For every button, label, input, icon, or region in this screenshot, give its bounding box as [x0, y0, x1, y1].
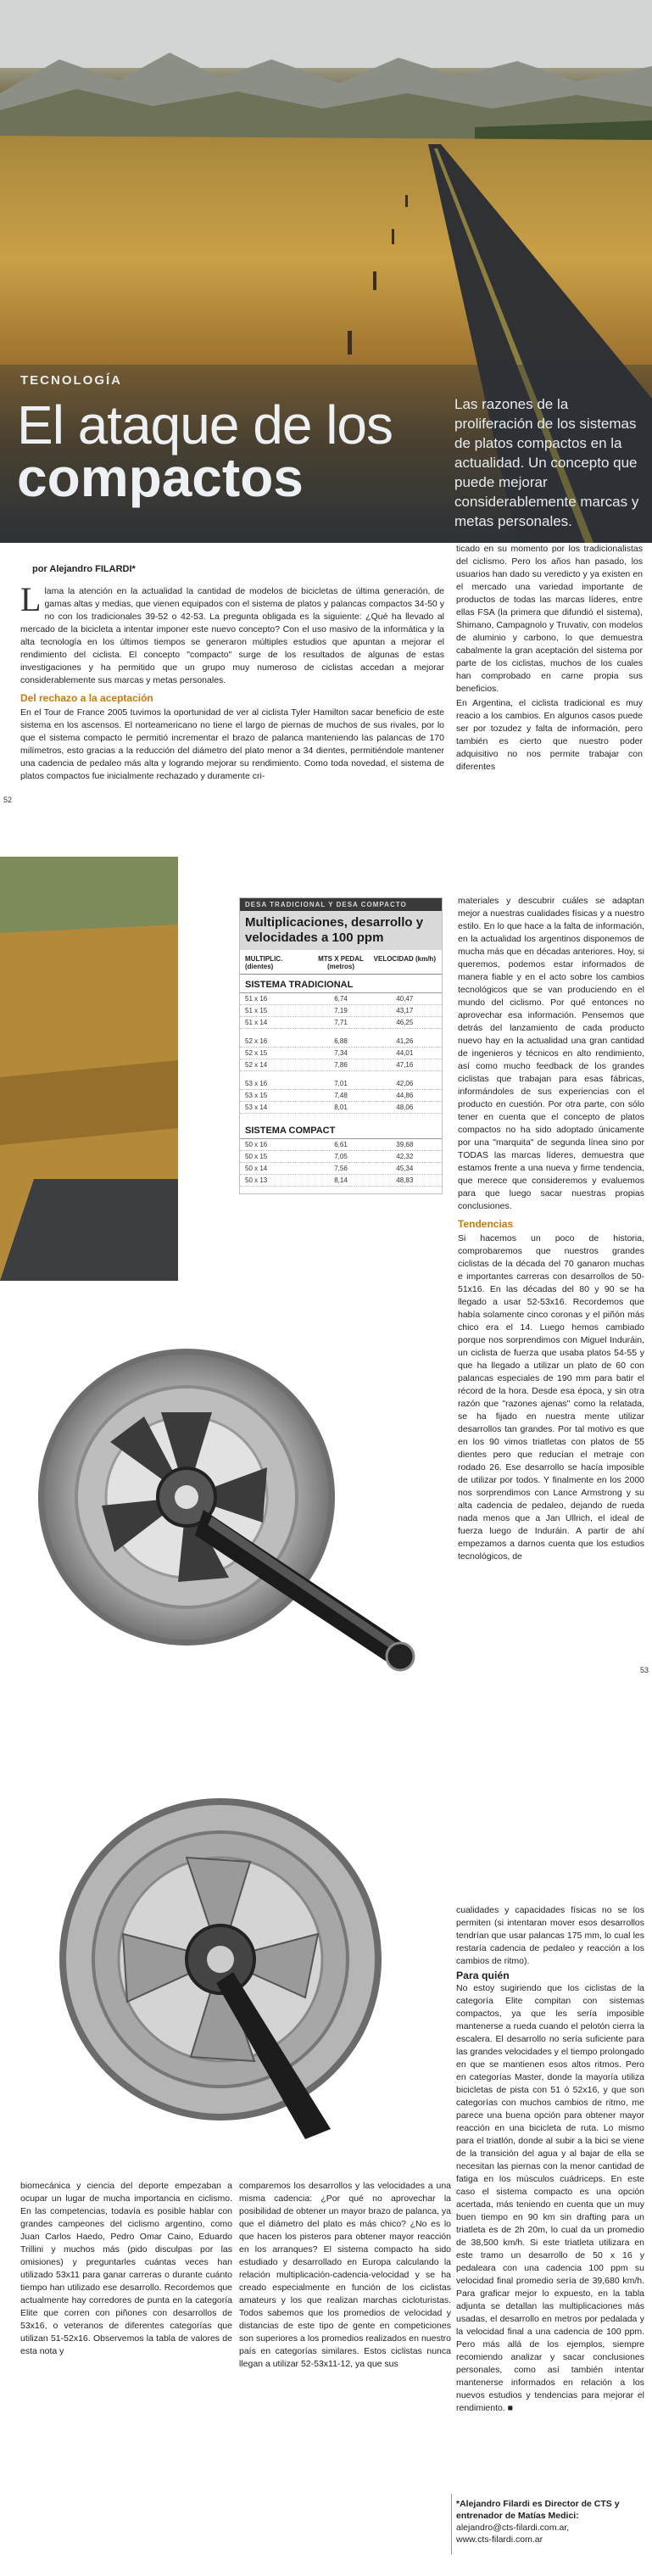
signature-name: *Alejandro Filardi es Director de CTS y entrenador de Matías Medici: [456, 2499, 620, 2521]
table-kicker: DESA TRADICIONAL Y DESA COMPACTO [240, 898, 442, 911]
gear-table [239, 897, 443, 1194]
table-row [240, 1175, 442, 1187]
table-row [240, 1102, 442, 1114]
section-kicker: TECNOLOGÍA [20, 373, 122, 388]
table-cell-multiplic: 51 x 14 [245, 1019, 268, 1026]
table-cell-multiplic: 52 x 16 [245, 1037, 268, 1045]
table-spacer [240, 1114, 442, 1120]
table-title: Multiplicaciones, desarrollo y velocidades a 100 ppm [240, 911, 442, 950]
table-header-row [240, 950, 442, 975]
table-cell-multiplic: 50 x 13 [245, 1176, 268, 1184]
col-a-paragraph: biomecánica y ciencia del deporte empezaban a ocupar un lugar de mucha importancia en ciclismo. En las competencias, todavía es posible hablar con grandes campeones del ciclismo argentino, como Juan Carlos Haedo, Pedro Omar Caino, Eduardo Trillini y muchos más (pido disculpas por las omisiones) y preguntarles cuántas veces han utilizado 53x11 para ganar carreras o durante cuánto tiempo han utilizado ese desarrollo. Recordemos que actualmente hay corredores de punta en la categoría Elite que corren con piñones con desarrollos de 53x16, o veteranos de diferentes categorías que utilizan 51-52x16. Observemos la tabla de valores de esta nota y [20, 2181, 232, 2356]
table-group-gap [240, 1029, 442, 1036]
table-section-compact: SISTEMA COMPACT [240, 1120, 442, 1139]
table-cell-velocidad: 46,25 [396, 1019, 414, 1026]
table-spacer-end [240, 1187, 442, 1193]
mid-paragraph: materiales y descubrir cuáles se adaptan mejor a nuestras cualidades físicas y a nuestro estilo. En lo que hace a la falta de información, en la actualidad los argentinos disponemos de mucha más que en décadas anteriores. Hoy, si queremos, podemos estar informados de manera fiable y en el acto sobre los cambios tecnológicos que se van produciendo en el mundo del ciclismo. Por qué entonces no aprovechar esa información. Pensemos que detrás del lanzamiento de cada producto nuevo hay en la actualidad una gran cantidad de ingenieros y técnicos en alto rendimiento, así como mucho feedback de los grandes ciclistas que trabajan para esas fábricas, informándoles de sus experiencias con el producto en cuestión. Por otra parte, con sólo tener en cuenta que el concepto de platos compactos no ha sido adoptado únicamente por una "marquita" de segunda línea sino por TODAS las marcas líderes, demuestra que estamos frente a una nueva y firme tendencia, que merece que consideremos y evaluemos para que luego sacar nuestras propias conclusiones. [458, 896, 644, 1211]
right-paragraph-1: ticado en su momento por los tradicionalistas del ciclismo. Pero los años han pasado, los usuarios han dado su veredicto y ya existen en el mercado una variedad importante de productos de todas las marcas líderes, entre ellas FSA (la primera que difundió el sistema), Shimano, Campagnolo y Truvativ, con modelos de aluminio y carbono, lo que demuestra cabalmente la gran aceptación del sistema por parte de los ciclistas, muchos de los cuales han comprobado en carne propia sus beneficios. [456, 544, 643, 694]
page-number-right: 53 [639, 1666, 649, 1674]
table-cell-velocidad: 48,83 [396, 1176, 414, 1184]
traditional-rows [240, 993, 442, 1114]
para-quien-paragraph: No estoy sugiriendo que los ciclistas de la categoría Elite compitan con sistemas compactos, ya que les sería imposible mantenerse a rueda cuando el pelotón cierra la escalera. El desarrollo no sería suficiente para las grandes velocidades y el tiempo prolongado en que se mantienen esos altos ritmos. Pero en categorías Master, donde la mayoría utiliza bicicletas de pista con 51 ó 52x16, y que son categorías con muchos cambios de ritmo, me parece una buena opción para obtener mayor reacción en una bicicleta de ruta. Lo mismo para el triatlón, donde al subir a la bici se viene de la transición del agua y al bajar de ella se necesitan las piernas con la menor cantidad de fatiga en los músculos cuádriceps. En este caso el sistema compacto es una opción acertada, más teniendo en cuenta que un muy buen tiempo en 90 km sin drafting para un triatleta es de 2h 20m, lo cual da un promedio de 38,500 km/h. Si este triatleta utilizara en este tramo un desarrollo de 50 x 16 y pedaleara con una cadencia 100 ppm su velocidad final promedio sería de 39,680 km/h. Para graficar mejor lo expuesto, en la tabla adjunta se detallan las multiplicaciones más usadas, el desarrollo en metros por pedalada y la velocidad final a una cadencia de 100 ppm. Pero más allá de los ejemplos, siempre recomiendo analizar y sacar conclusiones personales, como así también intentar mantenerse informados en relación a los nuevos estudios y tendencias para mejorar el rendimiento. ■ [456, 1983, 644, 2413]
table-cell-velocidad: 44,86 [396, 1092, 414, 1099]
article-lead: Las razones de la proliferación de los sistemas de platos compactos en la actualidad. Un concepto que puede mejorar considerablemente marcas y metas personales. [454, 396, 639, 529]
table-cell-multiplic: 53 x 14 [245, 1104, 268, 1111]
table-cell-velocidad: 48,06 [396, 1104, 414, 1111]
body-column-6 [456, 1904, 644, 2417]
intro-paragraph [20, 580, 444, 687]
page-number-left: 52 [3, 796, 13, 804]
crankset-photo-fsa [34, 1332, 432, 1696]
table-cell-mts: 7,71 [334, 1019, 348, 1026]
signature-website[interactable]: www.cts-filardi.com.ar [456, 2534, 543, 2545]
title-line-1: El ataque de los [17, 394, 393, 455]
page-gap [0, 806, 652, 857]
table-row [240, 1048, 442, 1059]
table-row [240, 1036, 442, 1048]
tendencias-paragraph: Si hacemos un poco de historia, comprobaremos que nuestros grandes ciclistas de la década del 70 ganaron muchas e importantes carreras con desarrollos de 50-51x16. En las décadas del 80 y 90 se ha llegado a usar 52-53x16. Recordemos que había solamente cinco coronas y el piñón más chico era el 14. Luego hemos cambiado porque nos sorprendimos con Miguel Induráin, un ciclista de fuerza que usaba platos 54-55 y que ha llegado a utilizar un plato de 60 con palancas especiales de 190 mm para batir el récord de la hora. Desde esa época, y sin otra razón que "razones ajenas" como la relatada, se ha fijado en nuestra mente utilizar desarrollos tan grandes. Por tal motivo es que en los 90 vimos triatletas con platos de 55 dientes pero que reducían el metraje con rodado 26. Ese desarrollo se hacía imposible de utilizar por todos. Y finalmente en los 2000 nos sorprendimos con Lance Armstrong y su alta cadencia de pedaleo, dejando de rueda nada menos que a Jan Ullrich, el ideal de fuerza luego de Induráin. A partir de ahí empezamos a darnos cuenta que los estudios tecnológicos, de [458, 1233, 644, 1562]
byline-prefix: por [32, 564, 50, 574]
table-section-traditional: SISTEMA TRADICIONAL [240, 975, 442, 993]
table-cell-mts: 8,14 [334, 1176, 348, 1184]
table-cell-mts: 6,74 [334, 995, 348, 1003]
table-cell-mts: 7,19 [334, 1007, 348, 1014]
table-cell-velocidad: 45,34 [396, 1165, 414, 1172]
body-column-3 [458, 895, 644, 1565]
article-title [17, 394, 458, 508]
table-cell-mts: 7,05 [334, 1153, 348, 1160]
table-cell-multiplic: 50 x 14 [245, 1165, 268, 1172]
table-row [240, 1059, 442, 1071]
table-cell-mts: 6,61 [334, 1141, 348, 1148]
table-row [240, 1078, 442, 1090]
table-cell-multiplic: 51 x 15 [245, 1007, 268, 1014]
drop-cap: L [20, 580, 42, 618]
table-row [240, 1090, 442, 1102]
signature-divider [451, 2494, 452, 2555]
right-paragraph-2: En Argentina, el ciclista tradicional es muy reacio a los cambios. En algunos casos puede ser por tozudez y falta de información, pero también es cierto que nuestro poder adquisitivo no nos permite trabajar con diferentes [456, 698, 643, 772]
subhead-rechazo: Del rechazo a la aceptación [20, 692, 153, 704]
table-cell-mts: 7,48 [334, 1092, 348, 1099]
table-row [240, 1005, 442, 1017]
hero-photo-road [0, 0, 652, 543]
page-53 [0, 806, 652, 1713]
table-cell-mts: 8,01 [334, 1104, 348, 1111]
table-cell-velocidad: 42,32 [396, 1153, 414, 1160]
page-54 [0, 1713, 652, 2576]
table-cell-multiplic: 53 x 16 [245, 1080, 268, 1087]
subhead-tendencias: Tendencias [458, 1218, 514, 1230]
table-cell-multiplic: 51 x 16 [245, 995, 268, 1003]
table-cell-multiplic: 52 x 15 [245, 1049, 268, 1057]
table-cell-multiplic: 50 x 16 [245, 1141, 268, 1148]
table-cell-velocidad: 42,06 [396, 1080, 414, 1087]
field-illustration [0, 857, 178, 1281]
table-cell-multiplic: 52 x 14 [245, 1061, 268, 1069]
body-column-5 [239, 2180, 451, 2372]
table-header-mts: MTS X PEDAL (metros) [318, 955, 364, 970]
body-column-4 [20, 2180, 232, 2360]
table-row [240, 1151, 442, 1163]
table-row [240, 993, 442, 1005]
author-signature [456, 2498, 644, 2545]
compact-rows [240, 1139, 442, 1187]
crankset-photo-105 [51, 1790, 415, 2146]
table-row [240, 1017, 442, 1029]
page-52 [0, 0, 652, 806]
signature-email[interactable]: alejandro@cts-filardi.com.ar, [456, 2523, 570, 2533]
body-column-1 [20, 580, 444, 785]
col-b-paragraph: comparemos los desarrollos y las velocidades a una misma cadencia: ¿Por qué no aprovechar la posibilidad de obtener un mayor brazo de palanca, ya que el diámetro del plato es más chico? ¿No es lo que hacen los pisteros para obtener mayor reacción en los arranques? El sistema compacto ha sido estudiado y desarrollado en Europa calculando la relación multiplicación-cadencia-velocidad y se ha creado especialmente en función de los ciclistas amateurs y los que realizan marchas cicloturistas. Todos sabemos que los promedios de velocidad y distancias de este tipo de gente en competiciones son superiores a los promedios realizados en nuestro país en categorías similares. Estos ciclistas nunca llegan a utilizar 52-53x11-12, ya que sus [239, 2181, 451, 2369]
rechazo-paragraph: En el Tour de France 2005 tuvimos la oportunidad de ver al ciclista Tyler Hamilton sacar beneficio de este sistema en los ascensos. El norteamericano no tiene el largo de piernas de muchos de sus rivales, por lo que el sistema compacto le permitió incrementar el brazo de palanca manteniendo las palancas de 170 milímetros, esto gracias a la reducción del diámetro del plato menor a 34 dientes, permitiéndole mantener una cadencia de pedaleo más alta y logrando mejorar su rendimiento. Como toda novedad, el sistema de platos compactos fue inicialmente rechazado y duramente cri- [20, 707, 444, 781]
table-cell-multiplic: 50 x 15 [245, 1153, 268, 1160]
table-row [240, 1163, 442, 1175]
table-cell-mts: 6,88 [334, 1037, 348, 1045]
byline-author: Alejandro FILARDI* [49, 564, 136, 574]
table-cell-velocidad: 40,47 [396, 995, 414, 1003]
body-column-2 [456, 543, 643, 775]
table-row [240, 1139, 442, 1151]
byline [32, 564, 136, 574]
col-c-paragraph: cualidades y capacidades físicas no se los permiten (si intentaran mover esos desarrollos tendrían que usar palancas 175 mm, lo cual les restaría cadencia de pedaleo y reacción a los cambios de ritmo). [456, 1905, 644, 1966]
table-header-multiplic: MULTIPLIC. (dientes) [245, 955, 283, 970]
table-cell-mts: 7,56 [334, 1165, 348, 1172]
intro-text: lama la atención en la actualidad la cantidad de modelos de bicicletas de última generación, de gamas altas y medias, que vienen equipados con el sistema de platos y palancas compactos 34-50 y no con los tradicionales 39-52 o 42-53. La pregunta obligada es la siguiente: ¿Qué ha llevado al mercado de la bicicleta a intentar imponer este nuevo concepto? Con el uso masivo de la informática y la alta tecnología en los últimos tiempos se generaron múltiples estudios que apuntan a mejorar el rendimiento del ciclista. El concepto "compacto" surge de los resultados de algunas de estas investigaciones y ha permitido que un grupo muy numeroso de ciclistas accedan a mejorar considerablemente sus marcas y metas personales. [20, 586, 444, 685]
table-header-velocidad: VELOCIDAD (km/h) [373, 955, 436, 963]
side-photo-field [0, 857, 178, 1281]
table-group-gap [240, 1071, 442, 1078]
title-line-2: compactos [17, 447, 304, 508]
table-cell-velocidad: 41,26 [396, 1037, 414, 1045]
table-cell-multiplic: 53 x 15 [245, 1092, 268, 1099]
table-cell-velocidad: 39,68 [396, 1141, 414, 1148]
table-cell-velocidad: 43,17 [396, 1007, 414, 1014]
table-cell-mts: 7,01 [334, 1080, 348, 1087]
table-cell-mts: 7,86 [334, 1061, 348, 1069]
table-cell-velocidad: 44,01 [396, 1049, 414, 1057]
table-cell-velocidad: 47,16 [396, 1061, 414, 1069]
subhead-para-quien: Para quién [456, 1970, 510, 1981]
table-cell-mts: 7,34 [334, 1049, 348, 1057]
